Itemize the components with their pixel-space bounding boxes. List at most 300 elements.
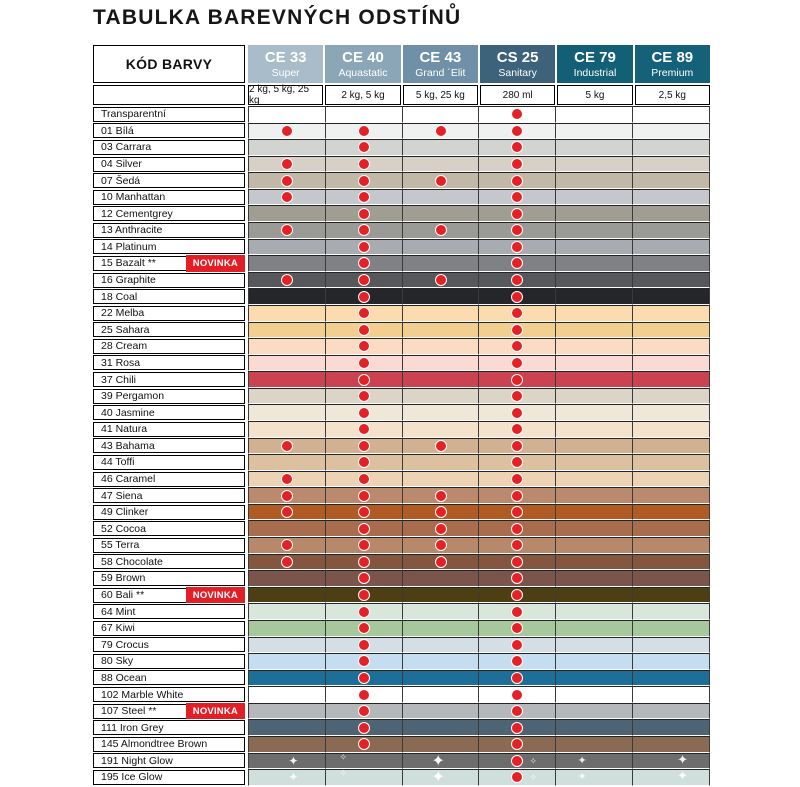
row-label: 01 Bílá	[101, 124, 134, 137]
swatch-cell	[632, 156, 710, 173]
row-label: 16 Graphite	[101, 274, 156, 287]
swatch-cell	[555, 471, 632, 488]
swatch-cell	[325, 570, 402, 587]
swatch-cell	[325, 537, 402, 554]
row-label-cell	[93, 206, 245, 221]
swatch-cell	[632, 454, 710, 471]
swatch-cell	[555, 703, 632, 720]
swatch-cell	[555, 421, 632, 438]
swatch-cell	[555, 255, 632, 272]
table-row	[93, 255, 710, 272]
availability-dot	[435, 175, 447, 187]
swatch-cell	[402, 637, 479, 654]
swatch-cell	[325, 189, 402, 206]
swatch-cell	[632, 719, 710, 736]
row-swatch-cells	[248, 156, 710, 173]
availability-dot	[511, 738, 523, 750]
swatch-cell	[325, 438, 402, 455]
row-label: 88 Ocean	[101, 671, 147, 684]
row-swatch-cells	[248, 753, 710, 770]
row-label-cell	[93, 322, 245, 337]
row-swatch-cells	[248, 520, 710, 537]
table-row	[93, 769, 710, 786]
swatch-cell	[478, 637, 555, 654]
swatch-cell	[325, 421, 402, 438]
table-row	[93, 189, 710, 206]
availability-dot	[435, 125, 447, 137]
row-swatch-cells	[248, 554, 710, 571]
availability-dot	[358, 390, 370, 402]
novinka-badge: NOVINKA	[186, 703, 245, 720]
row-label-cell	[93, 140, 245, 155]
availability-dot	[358, 589, 370, 601]
row-label: 07 Šedá	[101, 174, 141, 187]
swatch-cell	[478, 603, 555, 620]
row-label-cell	[93, 505, 245, 520]
swatch-cell	[632, 139, 710, 156]
swatch-cell	[402, 305, 479, 322]
swatch-cell	[325, 653, 402, 670]
swatch-cell	[325, 670, 402, 687]
availability-dot	[358, 175, 370, 187]
row-label-cell	[93, 289, 245, 304]
swatch-cell	[478, 239, 555, 256]
swatch-cell	[555, 371, 632, 388]
row-label: 102 Marble White	[101, 688, 184, 701]
row-swatch-cells	[248, 637, 710, 654]
availability-dot	[281, 274, 293, 286]
swatch-cell	[478, 355, 555, 372]
swatch-cell	[402, 537, 479, 554]
availability-dot	[358, 357, 370, 369]
swatch-cell	[632, 106, 710, 123]
row-swatch-cells	[248, 504, 710, 521]
swatch-cell	[478, 222, 555, 239]
swatch-cell	[478, 371, 555, 388]
swatch-cell	[632, 272, 710, 289]
swatch-cell	[325, 338, 402, 355]
swatch-cell	[478, 189, 555, 206]
swatch-cell	[478, 205, 555, 222]
swatch-cell	[478, 123, 555, 140]
row-swatch-cells	[248, 272, 710, 289]
swatch-cell	[325, 769, 402, 786]
swatch-cell	[555, 189, 632, 206]
swatch-cell	[325, 172, 402, 189]
row-label-cell	[93, 157, 245, 172]
row-label-cell	[93, 604, 245, 619]
swatch-cell	[632, 504, 710, 521]
swatch-cell	[478, 288, 555, 305]
row-label-cell	[93, 654, 245, 669]
availability-dot	[511, 771, 523, 783]
swatch-cell	[555, 653, 632, 670]
availability-dot	[358, 125, 370, 137]
availability-dot	[358, 407, 370, 419]
availability-dot	[281, 175, 293, 187]
availability-dot	[358, 340, 370, 352]
swatch-cell	[632, 404, 710, 421]
swatch-cell	[402, 587, 479, 604]
availability-dot	[511, 224, 523, 236]
swatch-cell	[478, 537, 555, 554]
swatch-cell	[555, 554, 632, 571]
swatch-cell	[248, 471, 325, 488]
row-label: 58 Chocolate	[101, 555, 163, 568]
swatch-cell	[402, 205, 479, 222]
package-size-cell: 2,5 kg	[635, 85, 710, 105]
swatch-cell	[632, 123, 710, 140]
availability-dot	[281, 125, 293, 137]
row-label-cell	[93, 355, 245, 370]
availability-dot	[358, 423, 370, 435]
swatch-cell	[632, 222, 710, 239]
swatch-cell	[402, 123, 479, 140]
swatch-cell	[248, 504, 325, 521]
availability-dot	[435, 556, 447, 568]
swatch-cell	[248, 288, 325, 305]
availability-dot	[511, 722, 523, 734]
swatch-cell	[402, 454, 479, 471]
swatch-cell	[555, 753, 632, 770]
swatch-cell	[632, 603, 710, 620]
swatch-cell	[632, 172, 710, 189]
row-label: 55 Terra	[101, 539, 140, 552]
row-swatch-cells	[248, 338, 710, 355]
availability-dot	[358, 324, 370, 336]
availability-dot	[281, 506, 293, 518]
availability-dot	[358, 307, 370, 319]
swatch-cell	[402, 388, 479, 405]
availability-dot	[358, 672, 370, 684]
swatch-cell	[555, 404, 632, 421]
availability-dot	[511, 324, 523, 336]
row-swatch-cells	[248, 123, 710, 140]
swatch-cell	[325, 255, 402, 272]
row-label: 195 Ice Glow	[101, 771, 163, 784]
row-swatch-cells	[248, 769, 710, 786]
availability-dot	[281, 440, 293, 452]
availability-dot	[281, 191, 293, 203]
availability-dot	[358, 738, 370, 750]
availability-dot	[511, 141, 523, 153]
swatch-cell	[248, 205, 325, 222]
row-label-cell	[93, 239, 245, 254]
swatch-cell	[402, 719, 479, 736]
swatch-cell	[555, 603, 632, 620]
availability-dot	[511, 390, 523, 402]
swatch-cell	[555, 719, 632, 736]
swatch-cell	[555, 156, 632, 173]
swatch-cell	[325, 222, 402, 239]
table-row	[93, 222, 710, 239]
swatch-cell	[248, 537, 325, 554]
availability-dot	[358, 606, 370, 618]
row-label-cell	[93, 521, 245, 536]
row-swatch-cells	[248, 172, 710, 189]
swatch-cell	[555, 769, 632, 786]
availability-dot	[358, 473, 370, 485]
table-row	[93, 338, 710, 355]
availability-dot	[358, 241, 370, 253]
row-label-cell	[93, 488, 245, 503]
product-name-label: Premium	[651, 66, 694, 79]
swatch-cell	[402, 769, 479, 786]
swatch-cell	[632, 338, 710, 355]
availability-dot	[435, 490, 447, 502]
swatch-cell	[248, 172, 325, 189]
availability-dot	[358, 274, 370, 286]
row-label: 37 Chili	[101, 373, 137, 386]
sizes-row-empty-cell	[93, 85, 245, 105]
availability-dot	[511, 340, 523, 352]
swatch-cell	[325, 719, 402, 736]
availability-dot	[358, 456, 370, 468]
row-swatch-cells	[248, 371, 710, 388]
table-row	[93, 587, 710, 604]
row-swatch-cells	[248, 106, 710, 123]
swatch-cell	[478, 736, 555, 753]
swatch-cell	[478, 255, 555, 272]
row-label: 18 Coal	[101, 290, 138, 303]
availability-dot	[281, 224, 293, 236]
row-label-cell	[93, 422, 245, 437]
swatch-cell	[402, 338, 479, 355]
row-swatch-cells	[248, 388, 710, 405]
swatch-cell	[402, 703, 479, 720]
swatch-cell	[478, 670, 555, 687]
swatch-cell	[632, 570, 710, 587]
swatch-cell	[325, 587, 402, 604]
table-row	[93, 239, 710, 256]
availability-dot	[358, 705, 370, 717]
swatch-cell	[248, 670, 325, 687]
row-label-cell	[93, 372, 245, 387]
swatch-cell	[325, 239, 402, 256]
swatch-cell	[555, 487, 632, 504]
swatch-cell	[248, 554, 325, 571]
table-row	[93, 719, 710, 736]
availability-dot	[511, 490, 523, 502]
availability-dot	[511, 589, 523, 601]
row-label: 79 Crocus	[101, 638, 149, 651]
availability-dot	[358, 539, 370, 551]
swatch-cell	[402, 172, 479, 189]
availability-dot	[511, 291, 523, 303]
availability-dot	[358, 158, 370, 170]
row-swatch-cells	[248, 288, 710, 305]
availability-dot	[358, 374, 370, 386]
swatch-cell	[402, 520, 479, 537]
table-row	[93, 736, 710, 753]
row-label: 22 Melba	[101, 307, 145, 320]
swatch-cell	[478, 454, 555, 471]
swatch-cell	[632, 620, 710, 637]
table-row	[93, 620, 710, 637]
row-label-cell	[93, 704, 245, 719]
table-row	[93, 686, 710, 703]
availability-dot	[511, 506, 523, 518]
swatch-cell	[402, 404, 479, 421]
availability-dot	[358, 622, 370, 634]
swatch-cell	[248, 637, 325, 654]
row-label: 47 Siena	[101, 489, 143, 502]
availability-dot	[511, 208, 523, 220]
row-label-cell	[93, 720, 245, 735]
swatch-cell	[402, 653, 479, 670]
swatch-cell	[478, 139, 555, 156]
table-row	[93, 670, 710, 687]
swatch-cell	[478, 703, 555, 720]
row-label: 46 Caramel	[101, 473, 156, 485]
table-row	[93, 106, 710, 123]
availability-dot	[511, 307, 523, 319]
swatch-cell	[555, 355, 632, 372]
row-label: 52 Cocoa	[101, 522, 146, 535]
product-header-ce-89	[635, 45, 710, 83]
row-label: 25 Sahara	[101, 323, 150, 336]
swatch-cell	[478, 587, 555, 604]
swatch-cell	[555, 637, 632, 654]
table-row	[93, 471, 710, 488]
row-swatch-cells	[248, 487, 710, 504]
swatch-cell	[632, 520, 710, 537]
package-size-cell: 2 kg, 5 kg	[325, 85, 400, 105]
row-label: 67 Kiwi	[101, 622, 135, 635]
swatch-cell	[248, 736, 325, 753]
swatch-cell	[555, 570, 632, 587]
table-row	[93, 438, 710, 455]
availability-dot	[511, 108, 523, 120]
swatch-cell	[555, 504, 632, 521]
row-label-cell	[93, 670, 245, 685]
table-row	[93, 454, 710, 471]
swatch-cell	[248, 338, 325, 355]
swatch-cell	[325, 520, 402, 537]
table-row	[93, 703, 710, 720]
swatch-cell	[478, 471, 555, 488]
availability-dot	[281, 539, 293, 551]
row-swatch-cells	[248, 736, 710, 753]
swatch-cell	[248, 603, 325, 620]
row-swatch-cells	[248, 537, 710, 554]
swatch-cell	[478, 620, 555, 637]
swatch-cell	[478, 106, 555, 123]
row-swatch-cells	[248, 620, 710, 637]
row-swatch-cells	[248, 421, 710, 438]
swatch-cell	[402, 288, 479, 305]
swatch-cell	[248, 189, 325, 206]
row-label-cell	[93, 753, 245, 768]
swatch-cell	[632, 421, 710, 438]
availability-dot	[435, 440, 447, 452]
swatch-cell	[478, 554, 555, 571]
availability-dot	[511, 357, 523, 369]
swatch-cell	[402, 504, 479, 521]
product-name-label: Industrial	[573, 66, 617, 79]
availability-dot	[358, 490, 370, 502]
swatch-cell	[248, 272, 325, 289]
swatch-cell	[632, 487, 710, 504]
swatch-cell	[555, 587, 632, 604]
swatch-cell	[325, 305, 402, 322]
row-label-cell	[93, 472, 245, 487]
swatch-cell	[248, 570, 325, 587]
swatch-cell	[325, 288, 402, 305]
package-size-cell: 2 kg, 5 kg, 25 kg	[248, 85, 323, 105]
swatch-cell	[478, 322, 555, 339]
availability-dot	[511, 191, 523, 203]
table-row	[93, 371, 710, 388]
product-code-label: CE 79	[574, 49, 616, 67]
availability-dot	[511, 274, 523, 286]
row-swatch-cells	[248, 471, 710, 488]
table-body	[93, 106, 710, 786]
swatch-cell	[478, 653, 555, 670]
swatch-cell	[248, 753, 325, 770]
availability-dot	[281, 473, 293, 485]
swatch-cell	[632, 371, 710, 388]
swatch-cell	[248, 769, 325, 786]
row-label: 40 Jasmine	[101, 406, 155, 419]
swatch-cell	[632, 736, 710, 753]
swatch-cell	[248, 438, 325, 455]
row-label-cell	[93, 190, 245, 205]
swatch-cell	[325, 272, 402, 289]
swatch-cell	[248, 703, 325, 720]
color-shade-table	[93, 45, 710, 786]
novinka-badge: NOVINKA	[186, 587, 245, 604]
swatch-cell	[478, 438, 555, 455]
product-code-label: CE 40	[342, 49, 384, 67]
swatch-cell	[248, 686, 325, 703]
swatch-cell	[632, 471, 710, 488]
swatch-cell	[632, 537, 710, 554]
swatch-cell	[478, 719, 555, 736]
swatch-cell	[555, 123, 632, 140]
swatch-cell	[555, 239, 632, 256]
availability-dot	[511, 523, 523, 535]
swatch-cell	[632, 753, 710, 770]
availability-dot	[435, 274, 447, 286]
row-label: 39 Pergamon	[101, 390, 165, 403]
row-swatch-cells	[248, 355, 710, 372]
swatch-cell	[325, 736, 402, 753]
swatch-cell	[325, 355, 402, 372]
swatch-cell	[325, 686, 402, 703]
availability-dot	[511, 755, 523, 767]
swatch-cell	[325, 123, 402, 140]
table-row	[93, 272, 710, 289]
availability-dot	[511, 407, 523, 419]
row-label: 80 Sky	[101, 655, 134, 668]
swatch-cell	[555, 305, 632, 322]
swatch-cell	[478, 504, 555, 521]
swatch-cell	[248, 255, 325, 272]
row-swatch-cells	[248, 239, 710, 256]
swatch-cell	[248, 156, 325, 173]
swatch-cell	[402, 736, 479, 753]
swatch-cell	[402, 371, 479, 388]
table-header-row	[93, 45, 710, 83]
swatch-cell	[248, 305, 325, 322]
row-label-cell	[93, 588, 245, 603]
swatch-cell	[555, 388, 632, 405]
swatch-cell	[632, 653, 710, 670]
swatch-cell	[632, 255, 710, 272]
table-row	[93, 653, 710, 670]
product-header-ce-79	[557, 45, 632, 83]
